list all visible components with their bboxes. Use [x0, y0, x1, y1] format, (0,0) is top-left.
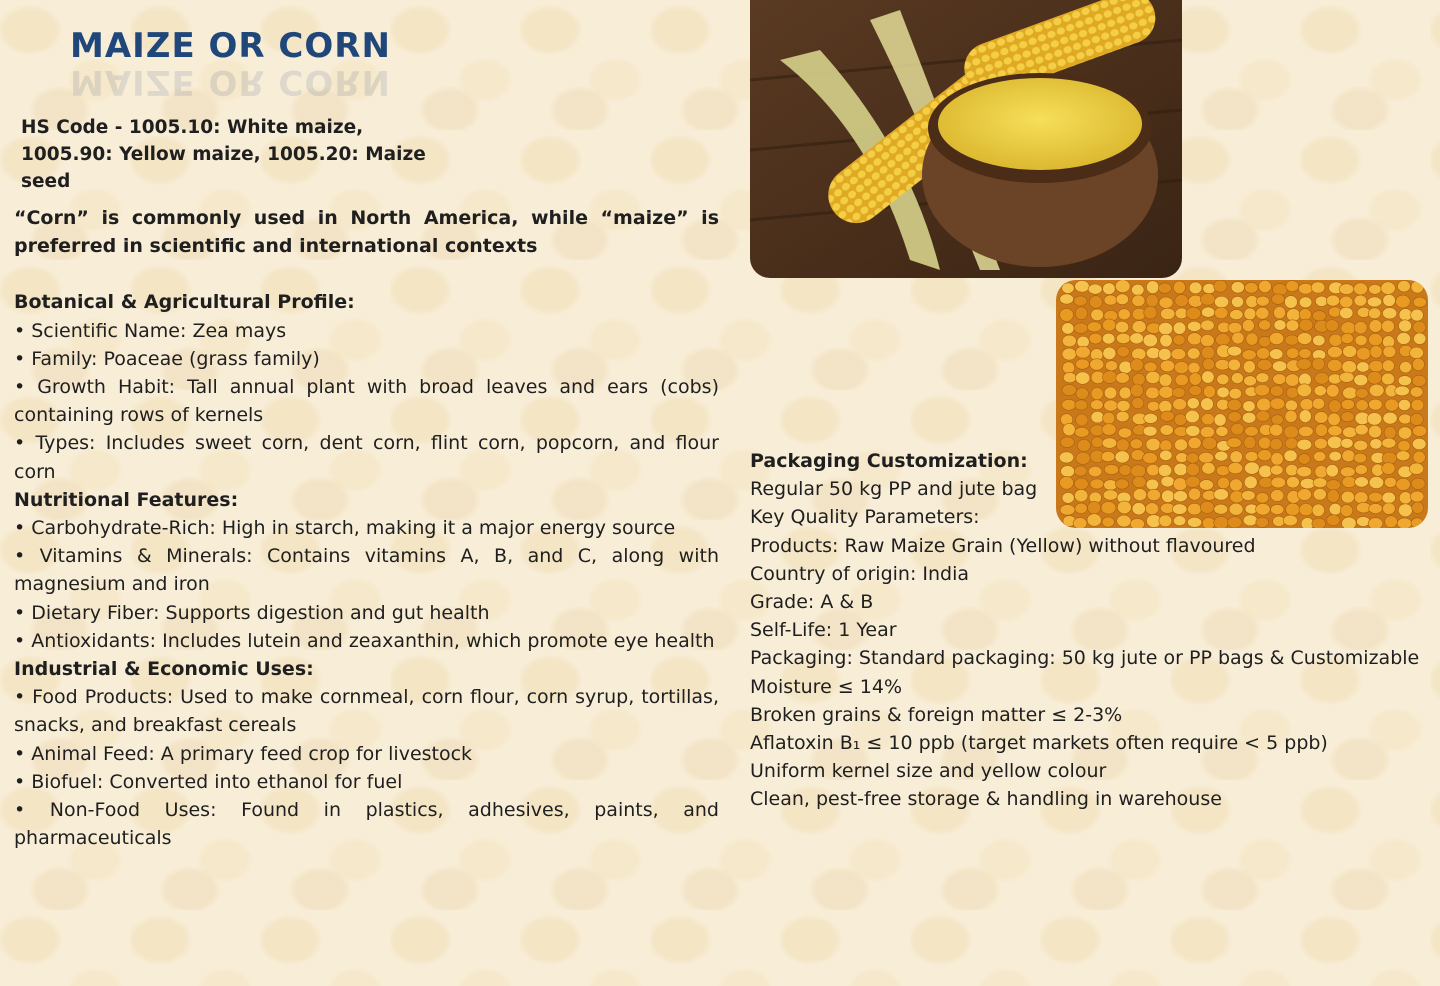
packaging-section [750, 447, 1430, 814]
packaging-line: Key Quality Parameters: [750, 506, 980, 529]
list-item: • Scientific Name: Zea mays [14, 319, 287, 342]
list-item: • Animal Feed: A primary feed crop for livestock [14, 742, 473, 765]
packaging-line: Clean, pest-free storage & handling in warehouse [750, 788, 1222, 811]
packaging-line: Self-Life: 1 Year [750, 619, 897, 642]
botanical-heading: Botanical & Agricultural Profile: [14, 291, 355, 314]
hs-code: HS Code - 1005.10: White maize, 1005.90: Yellow maize, 1005.20: Maize seed [21, 117, 426, 192]
list-item: • Food Products: Used to make cornmeal, corn flour, corn syrup, tortillas, snacks, and breakfast cereals [14, 686, 719, 737]
packaging-line: Products: Raw Maize Grain (Yellow) without flavoured [750, 534, 1256, 557]
list-item: • Vitamins & Minerals: Contains vitamins A, B, and C, along with magnesium and iron [14, 545, 719, 596]
packaging-line: Regular 50 kg PP and jute bag [750, 478, 1038, 501]
list-item: • Biofuel: Converted into ethanol for fuel [14, 770, 403, 793]
corn-cob-cornmeal-photo [750, 0, 1182, 278]
list-item: • Antioxidants: Includes lutein and zeaxanthin, which promote eye health [14, 629, 715, 652]
list-item: • Non-Food Uses: Found in plastics, adhesives, paints, and pharmaceuticals [14, 799, 719, 850]
packaging-line: Uniform kernel size and yellow colour [750, 760, 1107, 783]
packaging-line: Aflatoxin B₁ ≤ 10 ppb (target markets often require < 5 ppb) [750, 732, 1328, 755]
list-item: • Types: Includes sweet corn, dent corn, flint corn, popcorn, and flour corn [14, 432, 719, 483]
packaging-line: Grade: A & B [750, 591, 874, 614]
packaging-line: Country of origin: India [750, 562, 970, 585]
list-item: • Family: Poaceae (grass family) [14, 347, 320, 370]
left-column [14, 204, 719, 852]
page-title: MAIZE OR CORN [70, 26, 391, 66]
nutrition-heading: Nutritional Features: [14, 488, 239, 511]
page-title-reflection: MAIZE OR CORN [70, 62, 391, 102]
list-item: • Carbohydrate-Rich: High in starch, making it a major energy source [14, 517, 676, 540]
list-item: • Growth Habit: Tall annual plant with broad leaves and ears (cobs) containing rows of kernels [14, 376, 719, 427]
packaging-line: Broken grains & foreign matter ≤ 2-3% [750, 703, 1123, 726]
intro-text: “Corn” is commonly used in North America, while “maize” is preferred in scientific and international contexts [14, 207, 719, 258]
packaging-heading: Packaging Customization: [750, 450, 1028, 472]
packaging-line: Packaging: Standard packaging: 50 kg jute or PP bags & Customizable [750, 647, 1420, 670]
list-item: • Dietary Fiber: Supports digestion and gut health [14, 601, 490, 624]
industrial-heading: Industrial & Economic Uses: [14, 658, 314, 681]
packaging-line: Moisture ≤ 14% [750, 675, 902, 698]
